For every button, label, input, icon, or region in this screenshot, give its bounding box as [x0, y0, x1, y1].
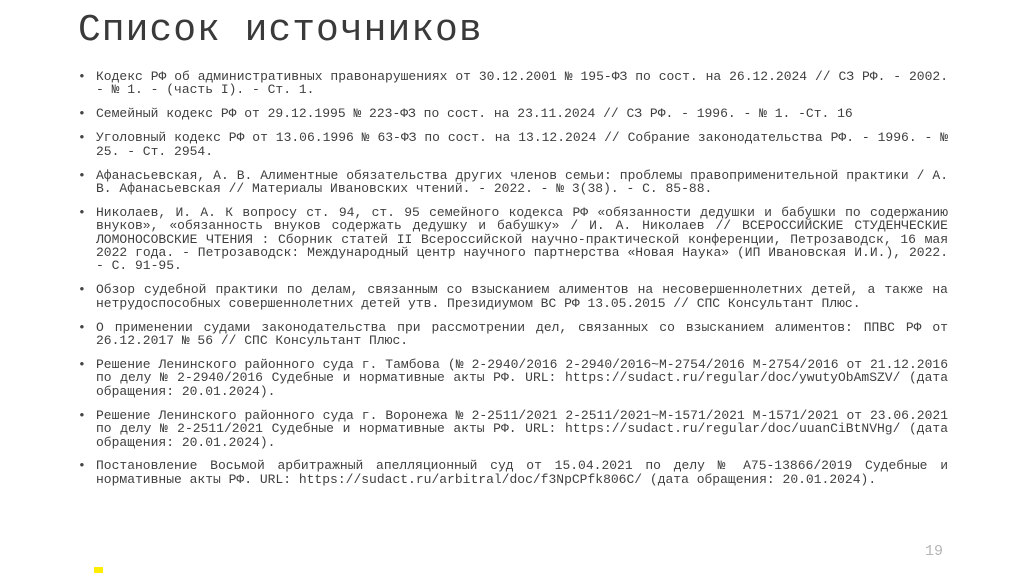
reference-item: • Решение Ленинского районного суда г. Тамбова (№ 2-2940/2016 2-2940/2016~М-2754/2016 М-2754/2016 от 21.12.2016 по делу № 2-2940/2016 Судебные и нормативные акты РФ. URL: https://sudact.ru/regular/doc/ywutyObAmSZV/ (дата обращения: 20.01.2024).: [78, 358, 948, 398]
slide-title: Список источников: [78, 9, 483, 52]
reference-item: • О применении судами законодательства при рассмотрении дел, связанных со взысканием алиментов: ППВС РФ от 26.12.2017 № 56 // СПС Консультант Плюс.: [78, 321, 948, 348]
reference-item: • Обзор судебной практики по делам, связанным со взысканием алиментов на несовершеннолетних детей, а также на нетрудоспособных совершеннолетних детей утв. Президиумом ВС РФ 13.05.2015 // СПС Консультант Плюс.: [78, 283, 948, 310]
reference-item: • Кодекс РФ об административных правонарушениях от 30.12.2001 № 195-ФЗ по сост. на 26.12.2024 // СЗ РФ. - 2002. - № 1. - (часть I). - Ст. 1.: [78, 70, 948, 97]
reference-item: • Постановление Восьмой арбитражный апелляционный суд от 15.04.2021 по делу № А75-13866/2019 Судебные и нормативные акты РФ. URL: https://sudact.ru/arbitral/doc/f3NpCPfk806C/ (дата обращения: 20.01.2024).: [78, 459, 948, 486]
reference-item: • Уголовный кодекс РФ от 13.06.1996 № 63-ФЗ по сост. на 13.12.2024 // Собрание законодательства РФ. - 1996. - № 25. - Ст. 2954.: [78, 131, 948, 158]
page-number: 19: [925, 543, 944, 560]
accent-mark: [94, 567, 103, 573]
reference-item: • Николаев, И. А. К вопросу ст. 94, ст. 95 семейного кодекса РФ «обязанности дедушки и бабушки по содержанию внуков», «обязанность внуков содержать дедушку и бабушку» / И. А. Николаев // ВСЕРОССИЙСКИЕ СТУДЕНЧЕСКИЕ ЛОМОНОСОВСКИЕ ЧТЕНИЯ : Сборник статей II Всероссийской научно-практической конференции, Петрозаводск, 16 мая 2022 года. - Петрозаводск: Международный центр научного партнерства «Новая Наука» (ИП Ивановская И.И.), 2022. - С. 91-95.: [78, 206, 948, 273]
references-list: [78, 70, 948, 497]
reference-item: • Семейный кодекс РФ от 29.12.1995 № 223-ФЗ по сост. на 23.11.2024 // СЗ РФ. - 1996. - № 1. -Ст. 16: [78, 107, 948, 120]
reference-item: • Решение Ленинского районного суда г. Воронежа № 2-2511/2021 2-2511/2021~М-1571/2021 М-1571/2021 от 23.06.2021 по делу № 2-2511/2021 Судебные и нормативные акты РФ. URL: https://sudact.ru/regular/doc/uuanCiBtNVHg/ (дата обращения: 20.01.2024).: [78, 409, 948, 449]
reference-item: • Афанасьевская, А. В. Алиментные обязательства других членов семьи: проблемы правоприменительной практики / А. В. Афанасьевская // Материалы Ивановских чтений. - 2022. - № 3(38). - С. 85-88.: [78, 169, 948, 196]
